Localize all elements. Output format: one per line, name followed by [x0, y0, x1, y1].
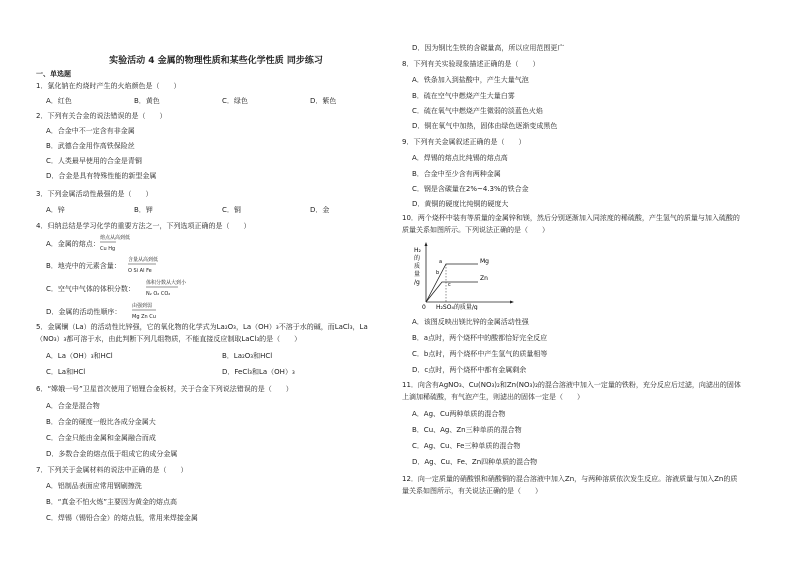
q4c-mini-label: 体积分数从大到小 [146, 280, 187, 286]
question-8: 8．下列有关实验现象描述正确的是（ ） [402, 60, 540, 68]
origin-label: 0 [422, 304, 426, 310]
question-5-line-1: 5．金属镧（La）的活动性比锌强，它的氧化物的化学式为La₂O₃，La（OH）₃不溶于水的碱，而LaCl₃，La [36, 323, 368, 331]
q11-option-c: C．Ag、Cu、Fe三种单质的混合物 [412, 442, 521, 450]
q7-option-b: B．“真金不怕火炼”主要因为黄金的熔点高 [46, 498, 178, 506]
q10-option-c: C．b点时，两个烧杯中产生氢气的质量相等 [412, 350, 548, 358]
point-label-a: a [439, 259, 443, 265]
q2-option-c: C．人类最早使用的合金是青铜 [46, 157, 142, 165]
q8-option-d: D．铜在氧气中加热，固体由绿色逐渐变成黑色 [412, 122, 558, 130]
q4b-mini-label: 含量从高到低 [128, 257, 159, 263]
point-label-b: b [436, 270, 440, 276]
q8-option-a: A．铁条加入到盐酸中，产生大量气泡 [412, 76, 529, 84]
question-9: 9．下列有关金属叙述正确的是（ ） [402, 138, 526, 146]
question-10-line-2: 质量关系如图所示。下列说法正确的是（ ） [402, 226, 549, 234]
q9-option-b: B．合金中至少含有两种金属 [412, 170, 501, 178]
section-heading: 一、单选题 [36, 70, 71, 78]
q9-option-a: A．焊锡的熔点比纯锡的熔点高 [412, 154, 508, 162]
point-label-c: c [448, 282, 451, 288]
q4-option-c: C．空气中气体的体积分数： [46, 285, 135, 293]
x-axis-label: H₂SO₄的质量/g [436, 304, 478, 310]
q9-option-d: D．黄铜的硬度比纯铜的硬度大 [412, 200, 509, 208]
q6-option-c: C．合金只能由金属和金属融合而成 [46, 434, 156, 442]
question-3: 3．下列金属活动性最强的是（ ） [36, 190, 153, 198]
q4a-mini-values: Cu Hg [100, 246, 116, 252]
q6-option-d: D．多数合金的熔点低于组成它的成分金属 [46, 450, 178, 458]
y-axis-label-5: /g [414, 279, 420, 286]
question-1: 1．氯化钠在灼烧时产生的火焰颜色是（ ） [36, 82, 181, 90]
question-12-line-1: 12．向一定质量的硝酸银和硝酸铜的混合溶液中加入Zn，与两种溶质依次发生反应。溶液质量与加入Zn的质 [402, 475, 738, 483]
q4-option-a: A．金属的熔点： [46, 240, 100, 248]
question-11-line-1: 11．向含有AgNO₃、Cu(NO₃)₂和Zn(NO₃)₂的混合溶液中加入一定量的铁粉，充分反应后过滤，向滤出的固体 [402, 381, 741, 389]
document-page: 实验活动 4 金属的物理性质和某些化学性质 同步练习 一、单选题 1．氯化钠在灼烧时产生的火焰颜色是（ ） A．红色 B．黄色 C．绿色 D．紫色 2．下列有关合金的说法错误的是（ ） A．合金中不一定含有非金属 B．武德合金用作高铁保险丝 C．人类最早使用的合金是青铜 D．合金是具有特殊性能的新型金属 3．下列金属活动性最强的是（ ） A．锌 B．钾 C．铜 D．金 4．归纳总结是学习化学的重要方法之一，下列选项正确的是（ ） A．金属的熔点： 熔点从高到低 Cu Hg B．地壳中的元素含量： 含量从高到低 O Si Al Fe C．空气中气体的体积分数： 体积分数从大到小 N₂ O₂ CO₂ D．金属的活动性顺序： 由强到弱 Mg Zn Cu 5．金属镧（La）的活动性比锌强，它的氧化物的化学式为La₂O₃，La（OH）₃不溶于水的碱，而LaCl₃，La （NO₃）₃都可溶于水，由此判断下列几组物质，不能直接反应制取LaCl₃的是（ ） A．La（OH）₃和HCl B．La₂O₃和HCl C．La和HCl D．FeCl₃和La（OH）₃ 6．“嫦娥一号”卫星首次使用了铝锂合金板材，关于合金下列说法错误的是（ ） A．合金是混合物 B．合金的硬度一般比各成分金属大 C．合金只能由金属和金属融合而成 D．多数合金的熔点低于组成它的成分金属 7．下列关于金属材料的说法中正确的是（ ） A．铝制品表面应常用钢刷擦洗 B．“真金不怕火炼”主要因为黄金的熔点高 C．焊锡（锡铅合金）的熔点低，常用来焊接金属 D．因为钢比生铁的含碳量高，所以应用范围更广 8．下列有关实验现象描述正确的是（ ） A．铁条加入到盐酸中，产生大量气泡 B．硫在空气中燃烧产生大量白雾 C．硫在氧气中燃烧产生微弱的淡蓝色火焰 D．铜在氧气中加热，固体由绿色逐渐变成黑色 9．下列有关金属叙述正确的是（ ） A．焊锡的熔点比纯锡的熔点高 B．合金中至少含有两种金属 C．钢是含碳量在2%~4.3%的铁合金 D．黄铜的硬度比纯铜的硬度大 10．两个烧杯中装有等质量的金属锌和镁，然后分别逐渐加入同浓度的稀硫酸，产生氢气的质量与加入硫酸的 质量关系如图所示。下列说法正确的是（ ） H₂ 的 质 量 /g 0 H₂SO₄的质量/g a b c Mg Zn A．该图反映出镁比锌的金属活动性强 B．a点时，两个烧杯中的酸都恰好完全反应 C．b点时，两个烧杯中产生氢气的质量相等 D．c点时，两个烧杯中都有金属剩余 11．向含有AgNO₃、Cu(NO₃)₂和Zn(NO₃)₂的混合溶液中加入一定量的铁粉，充分反应后过滤，向滤出的固体 上滴加稀硫酸，有气泡产生，则滤出的固体一定是（ ） A．Ag、Cu两种单质的混合物 B．Cu、Ag、Zn三种单质的混合物 C．Ag、Cu、Fe三种单质的混合物 D．Ag、Cu、Fe、Zn四种单质的混合物 12．向一定质量的硝酸银和硝酸铜的混合溶液中加入Zn，与两种溶质依次发生反应。溶液质量与加入Zn的质 量关系如图所示，有关说法正确的是（ ） [0, 0, 794, 562]
q6-option-a: A．合金是混合物 [46, 402, 100, 410]
q4-option-d: D．金属的活动性顺序： [46, 308, 122, 316]
question-4: 4．归纳总结是学习化学的重要方法之一，下列选项正确的是（ ） [36, 222, 251, 230]
q6-option-b: B．合金的硬度一般比各成分金属大 [46, 418, 156, 426]
q4d-mini-values: Mg Zn Cu [132, 314, 156, 320]
q2-option-d: D．合金是具有特殊性能的新型金属 [46, 172, 157, 180]
q4d-mini-label: 由强到弱 [132, 303, 153, 309]
q10-option-b: B．a点时，两个烧杯中的酸都恰好完全反应 [412, 334, 548, 342]
q4a-mini-label: 熔点从高到低 [100, 235, 131, 241]
q11-option-a: A．Ag、Cu两种单质的混合物 [412, 410, 506, 418]
q2-option-a: A．合金中不一定含有非金属 [46, 127, 135, 135]
q10-option-a: A．该图反映出镁比锌的金属活动性强 [412, 318, 529, 326]
q10-option-d: D．c点时，两个烧杯中都有金属剩余 [412, 366, 527, 374]
q7-option-d: D．因为钢比生铁的含碳量高，所以应用范围更广 [412, 44, 565, 52]
y-axis-label-3: 质 [414, 263, 421, 270]
q8-option-b: B．硫在空气中燃烧产生大量白雾 [412, 92, 515, 100]
series-label-zn: Zn [480, 275, 488, 282]
y-axis-label-4: 量 [414, 271, 421, 278]
q11-option-b: B．Cu、Ag、Zn三种单质的混合物 [412, 426, 522, 434]
question-10-line-1: 10．两个烧杯中装有等质量的金属锌和镁，然后分别逐渐加入同浓度的稀硫酸，产生氢气的质量与加入硫酸的 [402, 214, 740, 222]
question-11-line-2: 上滴加稀硫酸，有气泡产生，则滤出的固体一定是（ ） [402, 393, 584, 401]
q7-option-a: A．铝制品表面应常用钢刷擦洗 [46, 482, 142, 490]
y-axis-label-2: 的 [414, 255, 421, 262]
q2-option-b: B．武德合金用作高铁保险丝 [46, 142, 135, 150]
q4b-mini-values: O Si Al Fe [128, 268, 152, 274]
q8-option-c: C．硫在氧气中燃烧产生微弱的淡蓝色火焰 [412, 107, 543, 115]
question-7: 7．下列关于金属材料的说法中正确的是（ ） [36, 466, 188, 474]
q7-option-c: C．焊锡（锡铅合金）的熔点低，常用来焊接金属 [46, 514, 198, 522]
question-5-line-2: （NO₃）₃都可溶于水，由此判断下列几组物质，不能直接反应制取LaCl₃的是（ ） [36, 335, 302, 343]
y-axis-label-1: H₂ [414, 247, 421, 254]
q9-option-c: C．钢是含碳量在2%~4.3%的铁合金 [412, 185, 529, 193]
q11-option-d: D．Ag、Cu、Fe、Zn四种单质的混合物 [412, 458, 538, 466]
series-label-mg: Mg [480, 258, 489, 265]
q4c-mini-values: N₂ O₂ CO₂ [146, 291, 171, 297]
question-12-line-2: 量关系如图所示，有关说法正确的是（ ） [402, 487, 542, 495]
question-6: 6．“嫦娥一号”卫星首次使用了铝锂合金板材，关于合金下列说法错误的是（ ） [36, 385, 293, 393]
page-title: 实验活动 4 金属的物理性质和某些化学性质 同步练习 [109, 56, 323, 66]
q4-option-b: B．地壳中的元素含量： [46, 262, 121, 270]
question-2: 2．下列有关合金的说法错误的是（ ） [36, 112, 167, 120]
